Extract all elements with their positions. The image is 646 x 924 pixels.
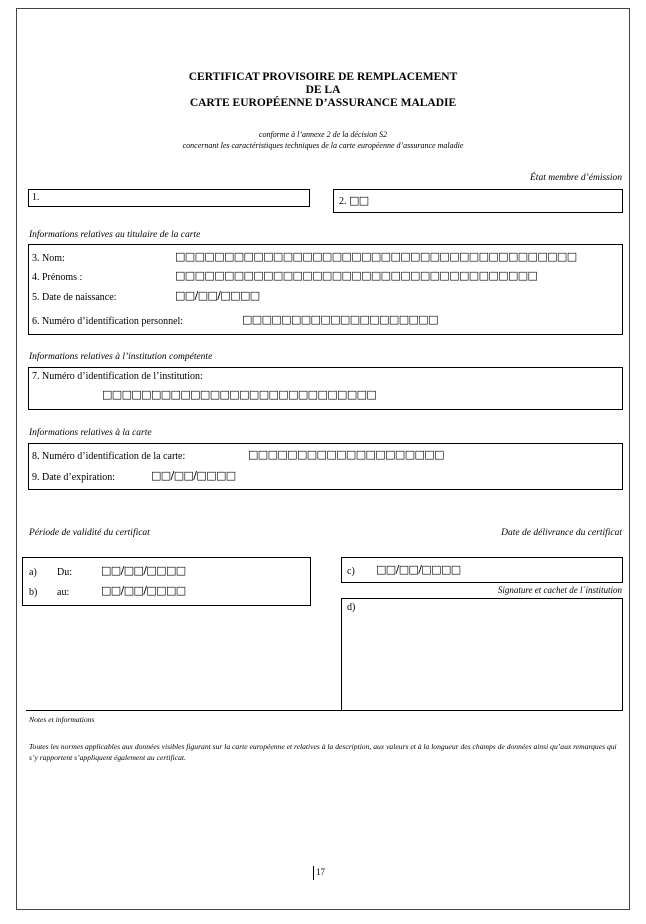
from-label: Du: <box>57 567 72 578</box>
to-label: au: <box>57 587 70 598</box>
institution-section <box>28 367 623 410</box>
validity-section <box>22 557 311 606</box>
to-letter: b) <box>29 587 38 598</box>
signature-stamp-box[interactable] <box>341 598 623 711</box>
card-section <box>28 443 623 490</box>
card-heading: Informations relatives à la carte <box>29 428 152 438</box>
delivery-letter: c) <box>347 566 355 577</box>
notes-divider <box>26 710 342 711</box>
title-line-1: CERTIFICAT PROVISOIRE DE REMPLACEMENT <box>188 71 458 83</box>
institution-heading: Informations relatives à l’institution compétente <box>29 352 213 362</box>
holder-heading: Informations relatives au titulaire de la carte <box>29 230 201 240</box>
birth-date-label: 5. Date de naissance: <box>32 292 117 303</box>
from-date-value[interactable]: □□/□□/□□□□ <box>101 564 186 577</box>
institution-id-value[interactable]: □□□□□□□□□□□□□□□□□□□□□□□□□□□□ <box>102 388 377 401</box>
delivery-date-value[interactable]: □□/□□/□□□□ <box>376 563 461 576</box>
delivery-date-section <box>341 557 623 583</box>
notes-text: Toutes les normes applicables aux données visibles figurant sur la carte européenne et relatives à la description, aux valeurs et à la longueur des champs de données ainsi qu’aux remarques qui s’y rapportent s’appliquent également au certificat. <box>29 742 617 762</box>
expiry-date-value[interactable]: □□/□□/□□□□ <box>151 469 236 482</box>
title-line-2: DE LA <box>305 84 341 96</box>
expiry-date-label: 9. Date d’expiration: <box>32 472 116 483</box>
delivery-heading: Date de délivrance du certificat <box>501 528 622 538</box>
field-2-country-code[interactable] <box>333 189 623 213</box>
signature-heading: Signature et cachet de l´institution <box>497 585 622 595</box>
to-date-value[interactable]: □□/□□/□□□□ <box>101 584 186 597</box>
birth-date-value[interactable]: □□/□□/□□□□ <box>175 289 260 302</box>
first-names-value[interactable]: □□□□□□□□□□□□□□□□□□□□□□□□□□□□□□□□□□□□□ <box>175 269 538 282</box>
personal-id-value[interactable]: □□□□□□□□□□□□□□□□□□□□ <box>242 313 438 326</box>
issuing-state-label: État membre d’émission <box>530 173 622 183</box>
field-1-label: 1. <box>32 192 40 203</box>
name-label: 3. Nom: <box>32 253 65 264</box>
from-letter: a) <box>29 567 37 578</box>
personal-id-label: 6. Numéro d’identification personnel: <box>32 316 184 327</box>
card-id-value[interactable]: □□□□□□□□□□□□□□□□□□□□ <box>248 448 444 461</box>
validity-heading: Période de validité du certificat <box>29 528 150 538</box>
card-id-label: 8. Numéro d’identification de la carte: <box>32 451 186 462</box>
field-1[interactable] <box>28 189 310 207</box>
field-2-value: □□ <box>349 194 369 207</box>
subtitle-line-2: concernant les caractéristiques techniques de la carte européenne d’assurance maladie <box>182 141 464 150</box>
first-names-label: 4. Prénoms : <box>32 272 83 283</box>
page-number: 17 <box>316 867 325 877</box>
institution-id-label: 7. Numéro d’identification de l’institution: <box>32 371 203 382</box>
title-line-3: CARTE EUROPÉENNE D’ASSURANCE MALADIE <box>189 97 457 109</box>
signature-letter: d) <box>347 602 356 613</box>
name-value[interactable]: □□□□□□□□□□□□□□□□□□□□□□□□□□□□□□□□□□□□□□□□□ <box>175 250 577 263</box>
page-number-marker <box>313 866 314 880</box>
subtitle-line-1: conforme à l’annexe 2 de la décision S2 <box>258 130 388 139</box>
holder-section <box>28 244 623 335</box>
notes-heading: Notes et informations <box>29 715 95 724</box>
field-2-label: 2. <box>339 196 347 207</box>
